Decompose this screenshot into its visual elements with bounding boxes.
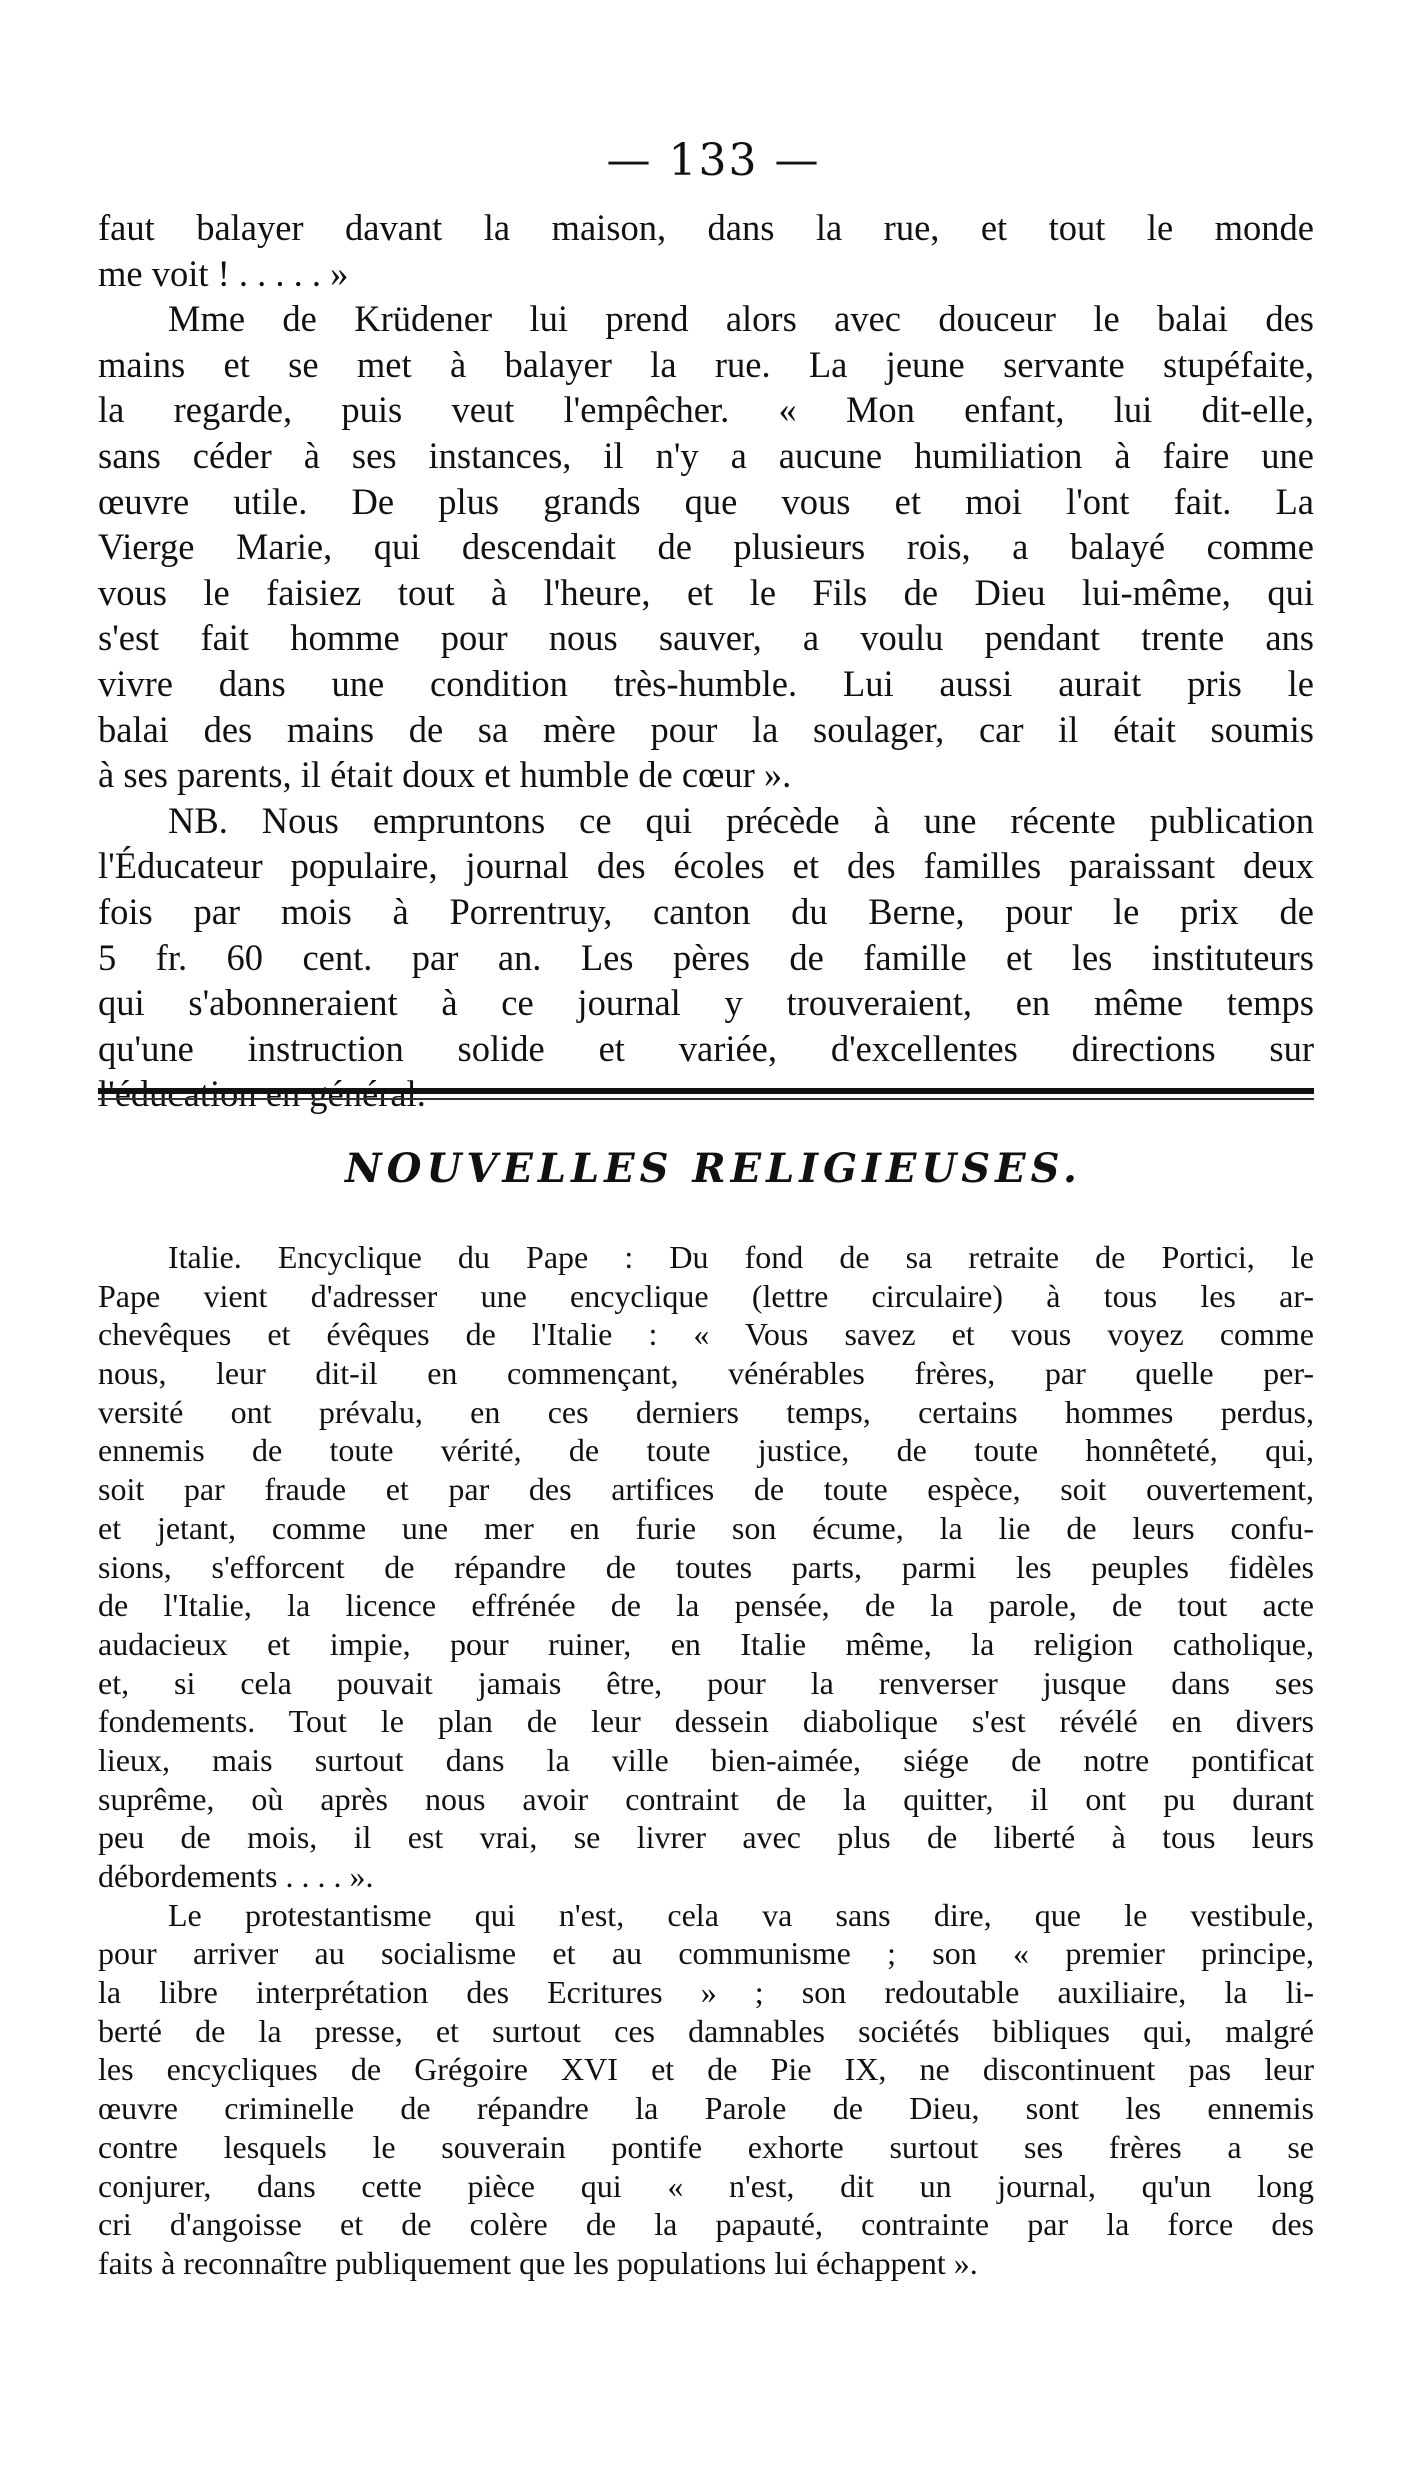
text-line: suprême, où après nous avoir contraint de la quitter, il ont pu durant <box>98 1780 1314 1817</box>
section-divider-thin <box>98 1098 1314 1100</box>
text-line: versité ont prévalu, en ces derniers temps, certains hommes perdus, <box>98 1393 1314 1430</box>
section-title: NOUVELLES RELIGIEUSES. <box>345 1145 1082 1192</box>
text-line: Vierge Marie, qui descendait de plusieurs rois, a balayé comme <box>98 526 1314 568</box>
text-line: l'Éducateur populaire, journal des écoles et des familles paraissant deux <box>98 845 1314 887</box>
text-line: soit par fraude et par des artifices de toute espèce, soit ouvertement, <box>98 1471 1314 1508</box>
text-line: de l'Italie, la licence effrénée de la pensée, de la parole, de tout acte <box>98 1587 1314 1624</box>
text-line: peu de mois, il est vrai, se livrer avec plus de liberté à tous leurs <box>98 1819 1314 1856</box>
text-line: les encycliques de Grégoire XVI et de Pie IX, ne discontinuent pas leur <box>98 2051 1314 2088</box>
text-line: audacieux et impie, pour ruiner, en Italie même, la religion catholique, <box>98 1625 1314 1662</box>
text-line: faut balayer davant la maison, dans la rue, et tout le monde <box>98 207 1314 248</box>
text-line: conjurer, dans cette pièce qui « n'est, dit un journal, qu'un long <box>98 2167 1314 2204</box>
text-line: NB. Nous empruntons ce qui précède à une récente publication <box>168 799 1314 841</box>
text-line: vivre dans une condition très-humble. Lui aussi aurait pris le <box>98 662 1314 704</box>
text-line: Mme de Krüdener lui prend alors avec douceur le balai des <box>168 298 1314 340</box>
top-text-block <box>98 205 1314 1117</box>
text-line: sans céder à ses instances, il n'y a aucune humiliation à faire une <box>98 434 1314 476</box>
text-line: qui s'abonneraient à ce journal y trouveraient, en même temps <box>98 982 1314 1024</box>
text-line: chevêques et évêques de l'Italie : « Vous savez et vous voyez comme <box>98 1316 1314 1353</box>
text-line: et jetant, comme une mer en furie son écume, la lie de leurs confu- <box>98 1509 1314 1546</box>
text-line: et, si cela pouvait jamais être, pour la renverser jusque dans ses <box>98 1664 1314 1701</box>
bottom-text-block <box>98 1238 1314 2283</box>
text-line: vous le faisiez tout à l'heure, et le Fils de Dieu lui-même, qui <box>98 571 1314 613</box>
text-line: faits à reconnaître publiquement que les populations lui échappent ». <box>98 2244 978 2281</box>
text-line: 5 fr. 60 cent. par an. Les pères de famille et les instituteurs <box>98 936 1314 978</box>
text-line: fois par mois à Porrentruy, canton du Berne, pour le prix de <box>98 890 1314 932</box>
section-divider <box>98 1088 1314 1094</box>
text-line: la libre interprétation des Ecritures » ; son redoutable auxiliaire, la li- <box>98 1974 1314 2011</box>
text-line: nous, leur dit-il en commençant, vénérables frères, par quelle per- <box>98 1355 1314 1392</box>
text-line: Italie. Encyclique du Pape : Du fond de sa retraite de Portici, le <box>168 1239 1314 1275</box>
text-line: berté de la presse, et surtout ces damnables sociétés bibliques qui, malgré <box>98 2012 1314 2049</box>
page-number: — 133 — <box>606 135 821 186</box>
text-line: ennemis de toute vérité, de toute justice, de toute honnêteté, qui, <box>98 1432 1314 1469</box>
text-line: œuvre utile. De plus grands que vous et moi l'ont fait. La <box>98 480 1314 522</box>
text-line: sions, s'efforcent de répandre de toutes parts, parmi les peuples fidèles <box>98 1548 1314 1585</box>
text-line: à ses parents, il était doux et humble de cœur ». <box>98 754 792 796</box>
text-line: lieux, mais surtout dans la ville bien-aimée, siége de notre pontificat <box>98 1741 1314 1778</box>
text-line: pour arriver au socialisme et au communisme ; son « premier principe, <box>98 1935 1314 1972</box>
text-line: balai des mains de sa mère pour la soulager, car il était soumis <box>98 708 1314 750</box>
text-line: contre lesquels le souverain pontife exhorte surtout ses frères a se <box>98 2128 1314 2165</box>
text-line: qu'une instruction solide et variée, d'excellentes directions sur <box>98 1027 1314 1069</box>
text-line <box>98 1071 1314 1117</box>
text-line: Pape vient d'adresser une encyclique (lettre circulaire) à tous les ar- <box>98 1277 1314 1314</box>
text-line: œuvre criminelle de répandre la Parole de Dieu, sont les ennemis <box>98 2090 1314 2127</box>
text-line: la regarde, puis veut l'empêcher. « Mon enfant, lui dit-elle, <box>98 389 1314 431</box>
text-line: fondements. Tout le plan de leur dessein diabolique s'est révélé en divers <box>98 1703 1314 1740</box>
text-line: mains et se met à balayer la rue. La jeune servante stupéfaite, <box>98 343 1314 385</box>
text-line: cri d'angoisse et de colère de la papauté, contrainte par la force des <box>98 2206 1314 2243</box>
text-line: me voit ! . . . . . » <box>98 252 349 294</box>
text-line: Le protestantisme qui n'est, cela va sans dire, que le vestibule, <box>168 1896 1314 1933</box>
text-line: débordements . . . . ». <box>98 1858 374 1894</box>
text-line: s'est fait homme pour nous sauver, a voulu pendant trente ans <box>98 617 1314 659</box>
